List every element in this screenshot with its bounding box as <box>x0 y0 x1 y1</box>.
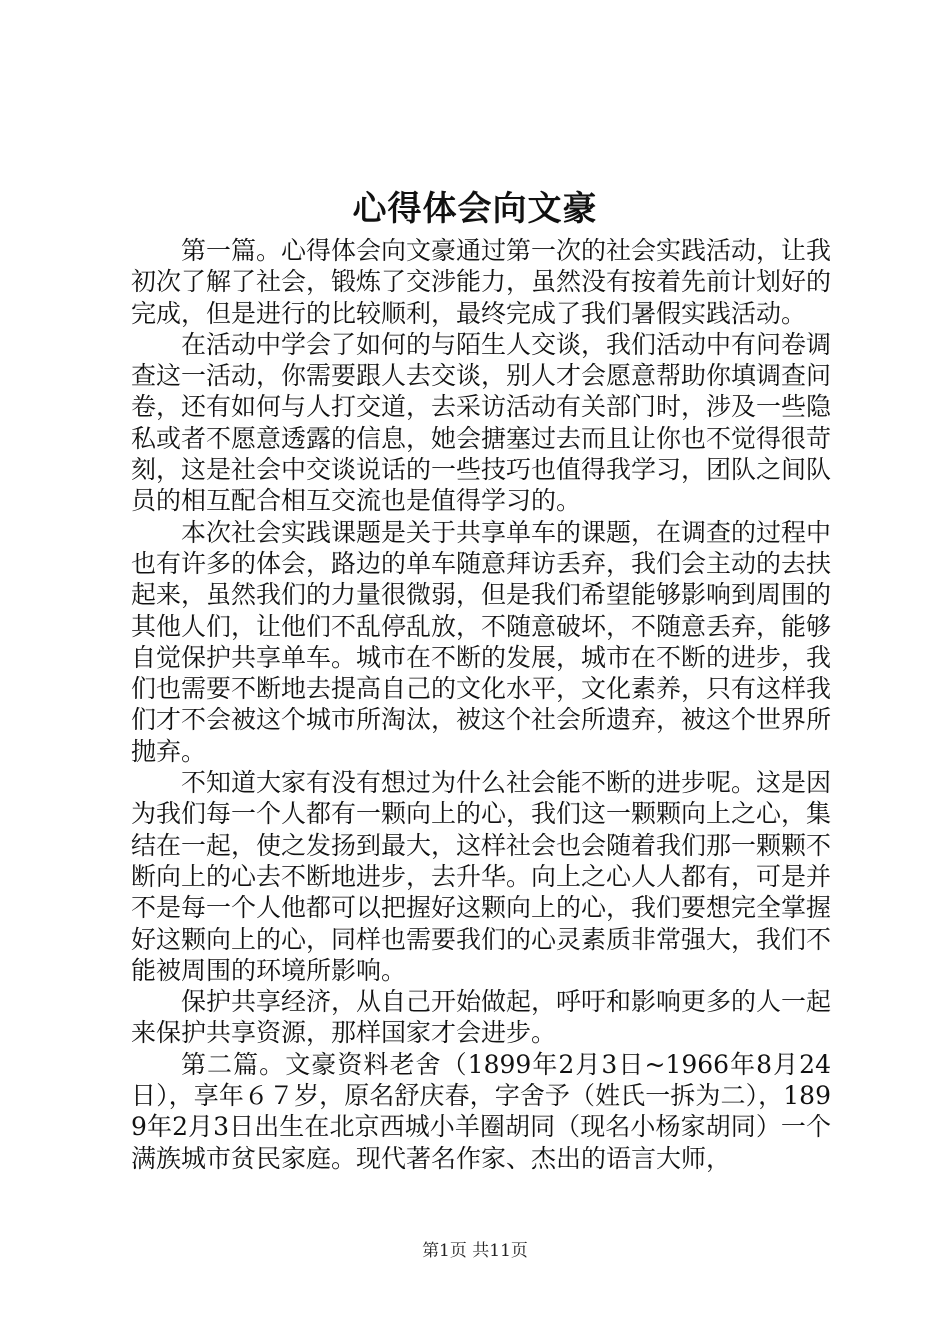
paragraph: 不知道大家有没有想过为什么社会能不断的进步呢。这是因为我们每一个人都有一颗向上的心，我们这一颗颗向上之心，集结在一起，使之发扬到最大，这样社会也会随着我们那一颗颗不断向上的心去不断地进步，去升华。向上之心人人都有，可是并不是每一个人他都可以把握好这颗向上的心，我们要想完全掌握好这颗向上的心，同样也需要我们的心灵素质非常强大，我们不能被周围的环境所影响。 <box>131 768 832 985</box>
page-footer <box>0 1240 950 1262</box>
page-number: 第1页 共11页 <box>422 1241 528 1261</box>
paragraph: 保护共享经济，从自己开始做起，呼吁和影响更多的人一起来保护共享资源，那样国家才会进步。 <box>131 987 832 1048</box>
paragraph: 第一篇。心得体会向文豪通过第一次的社会实践活动，让我初次了解了社会，锻炼了交涉能力，虽然没有按着先前计划好的完成，但是进行的比较顺利，最终完成了我们暑假实践活动。 <box>131 236 832 328</box>
document-body <box>131 235 831 1174</box>
document-title: 心得体会向文豪 <box>352 189 598 229</box>
paragraph: 第二篇。文豪资料老舍（1899年2月3日~1966年8月24日），享年６７岁，原名舒庆春，字舍予（姓氏一拆为二），1899年2月3日出生在北京西城小羊圈胡同（现名小杨家胡同）一个满族城市贫民家庭。现代著名作家、杰出的语言大师， <box>131 1049 831 1173</box>
paragraph: 本次社会实践课题是关于共享单车的课题，在调查的过程中也有许多的体会，路边的单车随意拜访丢弃，我们会主动的去扶起来，虽然我们的力量很微弱，但是我们希望能够影响到周围的其他人们，让他们不乱停乱放，不随意破坏，不随意丢弃，能够自觉保护共享单车。城市在不断的发展，城市在不断的进步，我们也需要不断地去提高自己的文化水平，文化素养，只有这样我们才不会被这个城市所淘汰，被这个社会所遗弃，被这个世界所抛弃。 <box>131 517 832 766</box>
paragraph: 在活动中学会了如何的与陌生人交谈，我们活动中有问卷调查这一活动，你需要跟人去交谈，别人才会愿意帮助你填调查问卷，还有如何与人打交道，去采访活动有关部门时，涉及一些隐私或者不愿意透露的信息，她会搪塞过去而且让你也不觉得很苛刻，这是社会中交谈说话的一些技巧也值得我学习，团队之间队员的相互配合相互交流也是值得学习的。 <box>131 329 832 516</box>
